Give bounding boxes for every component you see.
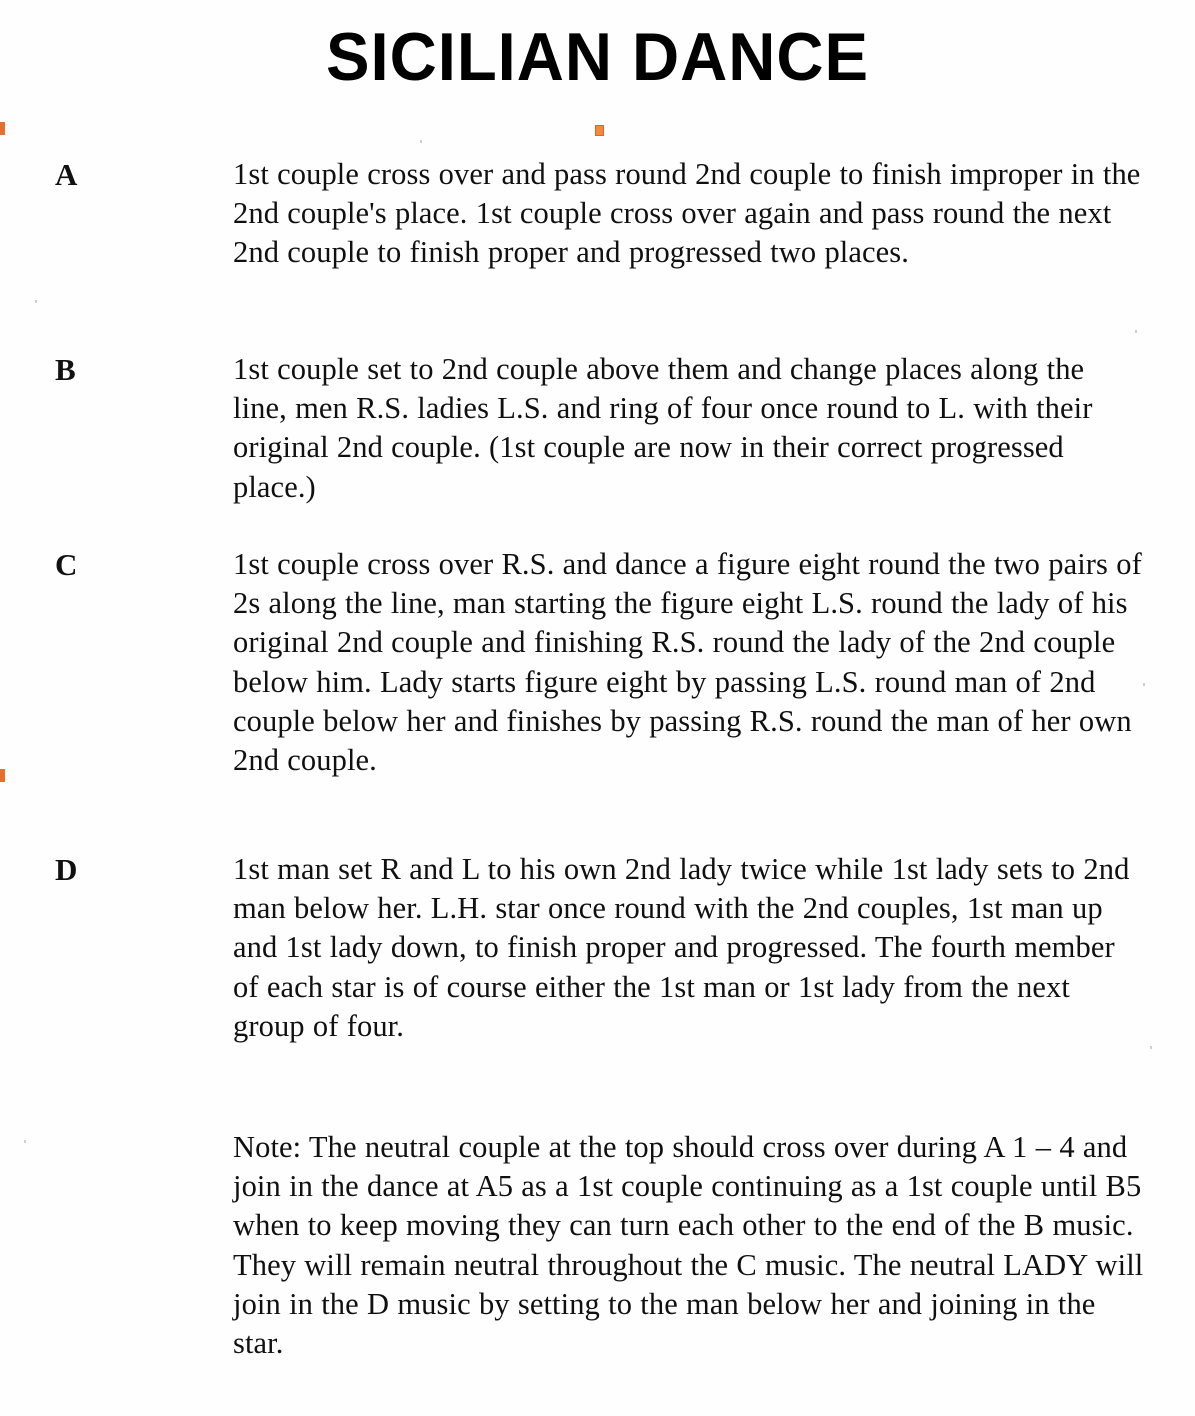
section-a-text: 1st couple cross over and pass round 2nd couple to finish improper in the 2nd couple's place. 1st couple cross over again and pass round the next 2nd couple to finish proper and progressed two places. <box>233 157 1141 270</box>
scan-speck <box>24 1140 26 1143</box>
section-a-label: A <box>55 157 78 192</box>
orange-square-marker-icon <box>595 125 604 136</box>
section-d-text: 1st man set R and L to his own 2nd lady twice while 1st lady sets to 2nd man below her. L.H. star once round with the 2nd couples, 1st man up and 1st lady down, to finish proper and progressed. The fourth member of each star is of course either the 1st man or 1st lady from the next group of four. <box>233 852 1130 1043</box>
scan-speck <box>1150 1046 1152 1049</box>
section-b-label: B <box>55 352 76 387</box>
orange-edge-marker-middle-icon <box>0 769 5 782</box>
section-c-label: C <box>55 547 78 582</box>
section-b-text: 1st couple set to 2nd couple above them and change places along the line, men R.S. ladies L.S. and ring of four once round to L. with their original 2nd couple. (1st couple are now in their correct progressed place.) <box>233 352 1093 504</box>
page-title: SICILIAN DANCE <box>326 19 869 95</box>
section-d-label: D <box>55 852 78 887</box>
note-text: Note: The neutral couple at the top should cross over during A 1 – 4 and join in the dance at A5 as a 1st couple continuing as a 1st couple until B5 when to keep moving they can turn each other to the end of the B music. They will remain neutral throughout the C music. The neutral LADY will join in the D music by setting to the man below her and joining in the star. <box>233 1130 1144 1361</box>
scan-speck <box>1135 330 1137 333</box>
section-c-text: 1st couple cross over R.S. and dance a figure eight round the two pairs of 2s along the line, man starting the figure eight L.S. round the lady of his original 2nd couple and finishing R.S. round the lady of the 2nd couple below him. Lady starts figure eight by passing L.S. round man of 2nd couple below her and finishes by passing R.S. round the man of her own 2nd couple. <box>233 547 1142 778</box>
scan-speck <box>35 300 37 303</box>
scan-speck <box>420 140 422 143</box>
orange-edge-marker-top-icon <box>0 122 5 135</box>
